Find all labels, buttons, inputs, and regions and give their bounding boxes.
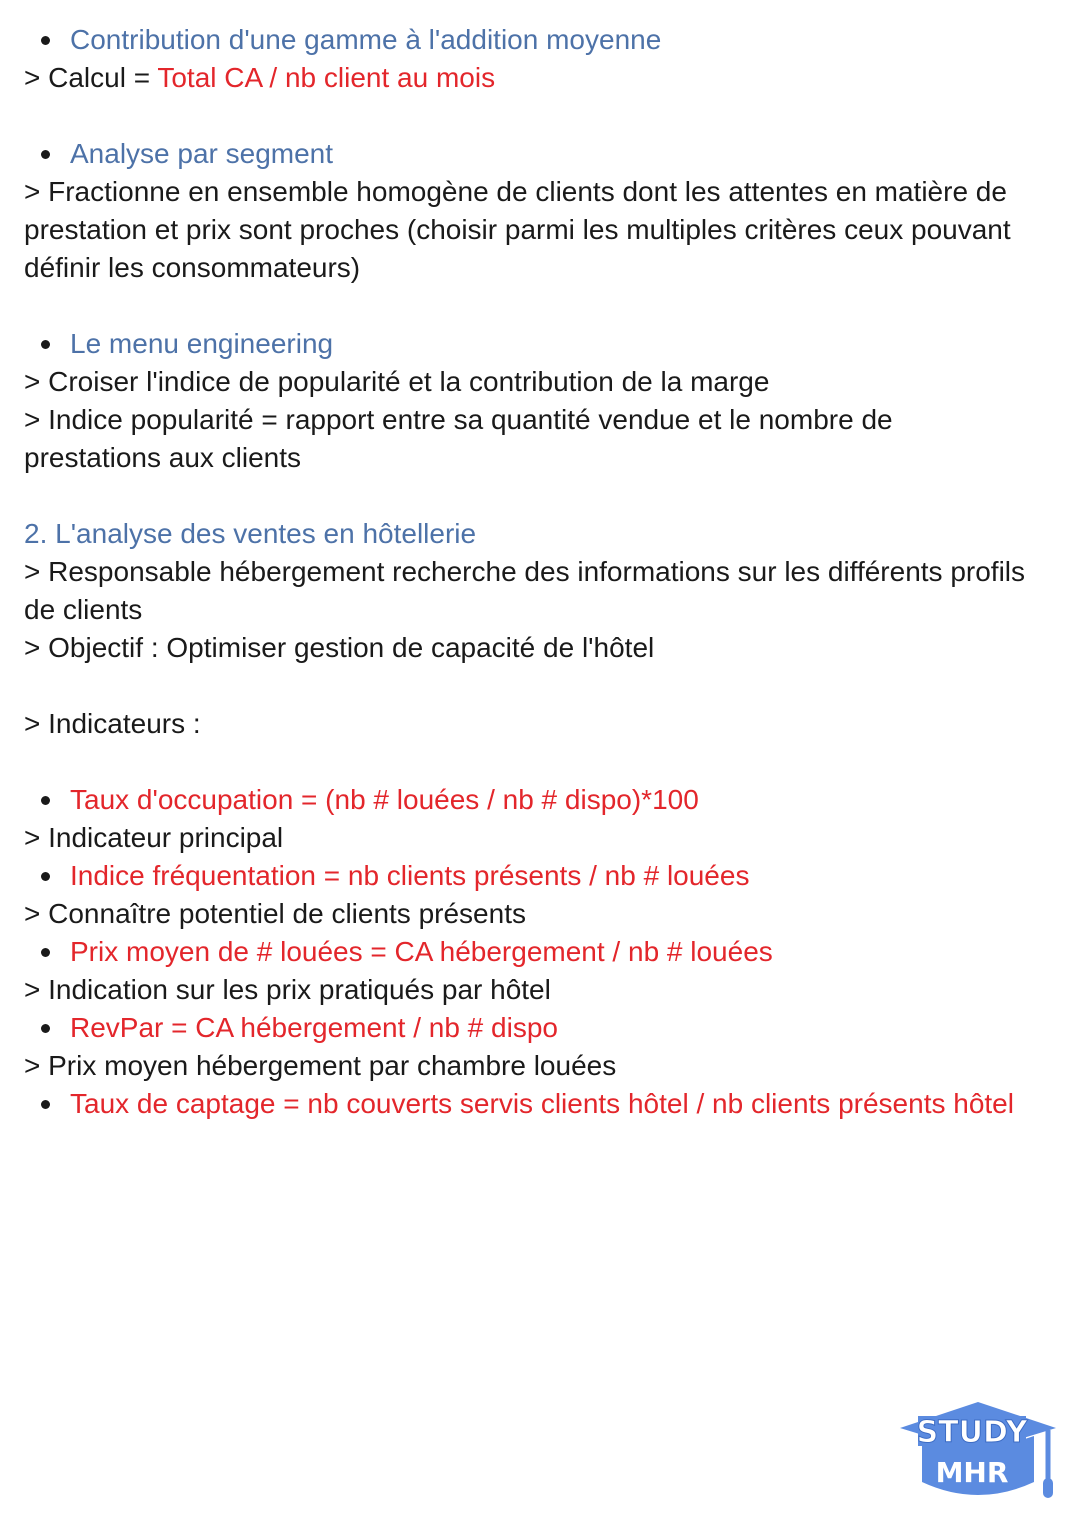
calcul-line: [24, 59, 1064, 97]
indicator-formula: Prix moyen de # louées = CA hébergement / nb # louées: [24, 933, 1064, 971]
calcul-prefix: > Calcul =: [24, 62, 158, 93]
indicator-note: > Indication sur les prix pratiqués par hôtel: [24, 974, 551, 1005]
logo-text-mhr: MHR: [935, 1456, 1009, 1489]
bullet-segment: Analyse par segment: [24, 135, 1064, 173]
text-line: > Indice popularité = rapport entre sa quantité vendue et le nombre de: [24, 404, 893, 435]
indicator-note: > Indicateur principal: [24, 822, 284, 853]
indicator-note: > Connaître potentiel de clients présents: [24, 898, 526, 929]
text-line: > Croiser l'indice de popularité et la contribution de la marge: [24, 366, 770, 397]
bullet-contribution: Contribution d'une gamme à l'addition moyenne: [24, 21, 1064, 59]
indicator-formula: Taux de captage = nb couverts servis clients hôtel / nb clients présents hôtel: [24, 1085, 1064, 1123]
calcul-formula: Total CA / nb client au mois: [157, 62, 496, 93]
indicator-formula: Taux d'occupation = (nb # louées / nb # dispo)*100: [24, 781, 1064, 819]
section-heading: 2. L'analyse des ventes en hôtellerie: [24, 518, 477, 549]
indicators-label: > Indicateurs :: [24, 708, 201, 739]
text-line: prestation et prix sont proches (choisir parmi les multiples critères ceux pouvant: [24, 214, 1011, 245]
indicator-formula: Indice fréquentation = nb clients présents / nb # louées: [24, 857, 1064, 895]
text-line: définir les consommateurs): [24, 252, 361, 283]
bullet-menu-engineering: Le menu engineering: [24, 325, 1064, 363]
logo-text-study: STUDY: [916, 1415, 1028, 1450]
text-line: > Responsable hébergement recherche des informations sur les différents profils: [24, 556, 1026, 587]
text-line: de clients: [24, 594, 143, 625]
indicator-note: > Prix moyen hébergement par chambre louées: [24, 1050, 617, 1081]
document: [24, 21, 1064, 1123]
text-line: > Objectif : Optimiser gestion de capacité de l'hôtel: [24, 632, 655, 663]
indicator-formula: RevPar = CA hébergement / nb # dispo: [24, 1009, 1064, 1047]
text-line: > Fractionne en ensemble homogène de clients dont les attentes en matière de: [24, 176, 1007, 207]
text-line: prestations aux clients: [24, 442, 302, 473]
study-mhr-logo: [898, 1400, 1058, 1502]
